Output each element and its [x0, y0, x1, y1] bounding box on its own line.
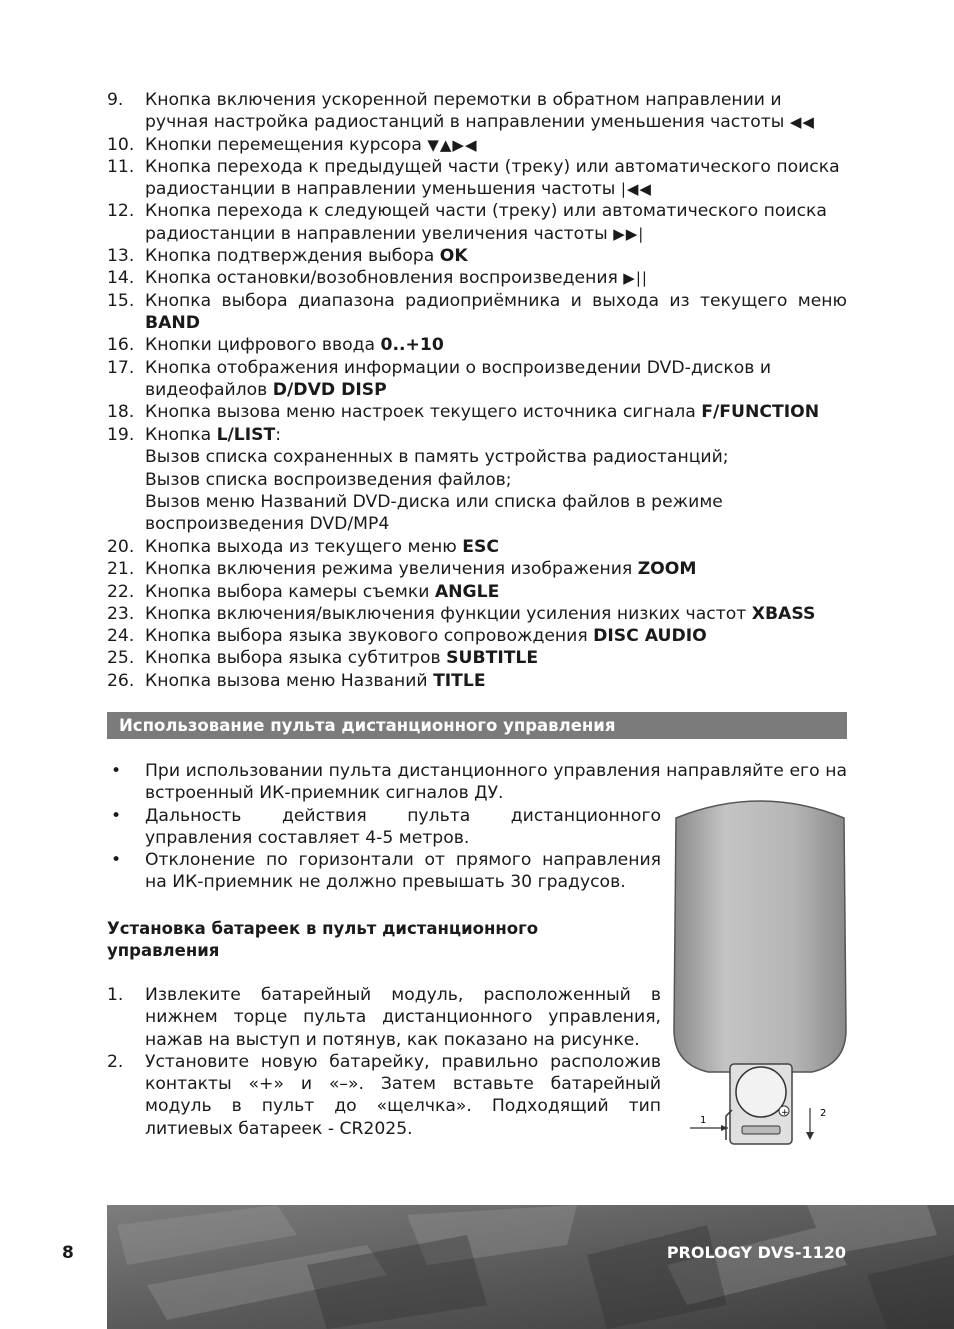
play-pause-icon: ▶||	[623, 269, 648, 288]
brand-label: PROLOGY DVS-1120	[666, 1243, 846, 1262]
list-item: 14. Кнопка остановки/возобновления воспроизведения ▶||	[107, 268, 648, 289]
section-heading: Использование пульта дистанционного управления	[107, 712, 847, 739]
list-item: 11. Кнопка перехода к предыдущей части (треку) или автоматического поиска радиостанции в направлении уменьшения частоты |◀◀	[107, 156, 840, 200]
list-item: 22. Кнопка выбора камеры съемки ANGLE	[107, 581, 500, 602]
remote-battery-illustration	[672, 790, 848, 1150]
button-list-2	[107, 424, 847, 535]
list-item: 20. Кнопка выхода из текущего меню ESC	[107, 537, 499, 557]
button-list-3	[107, 536, 847, 692]
list-item: 9. Кнопка включения ускоренной перемотки в обратном направлении и ручная настройка радиостанций в направлении уменьшения частоты ◀◀	[107, 90, 815, 133]
figure-label-1: 1	[700, 1115, 707, 1126]
arrow-right-icon	[721, 1125, 728, 1131]
list-item: 24. Кнопка выбора языка звукового сопровождения DISC AUDIO	[107, 626, 707, 647]
list-item: 25. Кнопка выбора языка субтитров SUBTITLE	[107, 648, 539, 669]
list-item: 23. Кнопка включения/выключения функции усиления низких частот XBASS	[107, 603, 816, 624]
list-item: 1. Извлеките батарейный модуль, расположенный в нижнем торце пульта дистанционного управления, нажав на выступ и потянув, как показано на рисунке.	[107, 985, 661, 1050]
list-item: 12. Кнопка перехода к следующей части (треку) или автоматического поиска радиостанции в направлении увеличения частоты ▶▶|	[107, 201, 827, 244]
battery-subheading: Установка батареек в пульт дистанционного управления	[107, 919, 539, 960]
list-item: • При использовании пульта дистанционного управления направляйте его на встроенный ИК-приемник сигналов ДУ.	[111, 761, 847, 804]
next-track-icon: ▶▶|	[613, 224, 645, 243]
list-item: 26. Кнопка вызова меню Названий TITLE	[107, 670, 486, 691]
list-item: 10. Кнопки перемещения курсора ▼▲▶◀	[107, 134, 478, 155]
plus-label: +	[781, 1108, 789, 1118]
list-item: 17. Кнопка отображения информации о воспроизведении DVD-дисков и видеофайлов D/DVD DISP	[107, 357, 771, 400]
list-item: 18. Кнопка вызова меню настроек текущего источника сигнала F/FUNCTION	[107, 402, 820, 423]
list-item: 16. Кнопки цифрового ввода 0..+10	[107, 335, 444, 356]
page-number: 8	[62, 1243, 74, 1263]
button-list-1	[107, 89, 847, 423]
previous-track-icon: |◀◀	[620, 180, 652, 199]
figure-label-2: 2	[820, 1108, 827, 1119]
cursor-arrows-icon: ▼▲▶◀	[427, 135, 478, 154]
list-item: 19. Кнопка L/LIST: Вызов списка сохраненных в память устройства радиостанций; Вызов списка воспроизведения файлов; Вызов меню Названий DVD-диска или списка файлов в режиме воспроизведения DVD/MP4	[107, 425, 729, 535]
list-item: 15. Кнопка выбора диапазона радиоприёмника и выхода из текущего меню BAND	[107, 290, 847, 333]
footer-banner	[107, 1205, 954, 1329]
arrow-down-icon	[806, 1132, 814, 1140]
list-item: 2. Установите новую батарейку, правильно расположив контакты «+» и «–». Затем вставьте батарейный модуль в пульт до «щелчка». Подходящий тип литиевых батареек - CR2025.	[107, 1051, 661, 1139]
list-item: • Отклонение по горизонтали от прямого направления на ИК-приемник не должно превышать 30 градусов.	[111, 850, 661, 893]
rewind-icon: ◀◀	[789, 113, 815, 132]
list-item: 13. Кнопка подтверждения выбора OK	[107, 246, 468, 267]
battery-steps	[107, 984, 661, 1140]
list-item: 21. Кнопка включения режима увеличения изображения ZOOM	[107, 559, 697, 580]
list-item: • Дальность действия пульта дистанционного управления составляет 4-5 метров.	[111, 805, 661, 848]
